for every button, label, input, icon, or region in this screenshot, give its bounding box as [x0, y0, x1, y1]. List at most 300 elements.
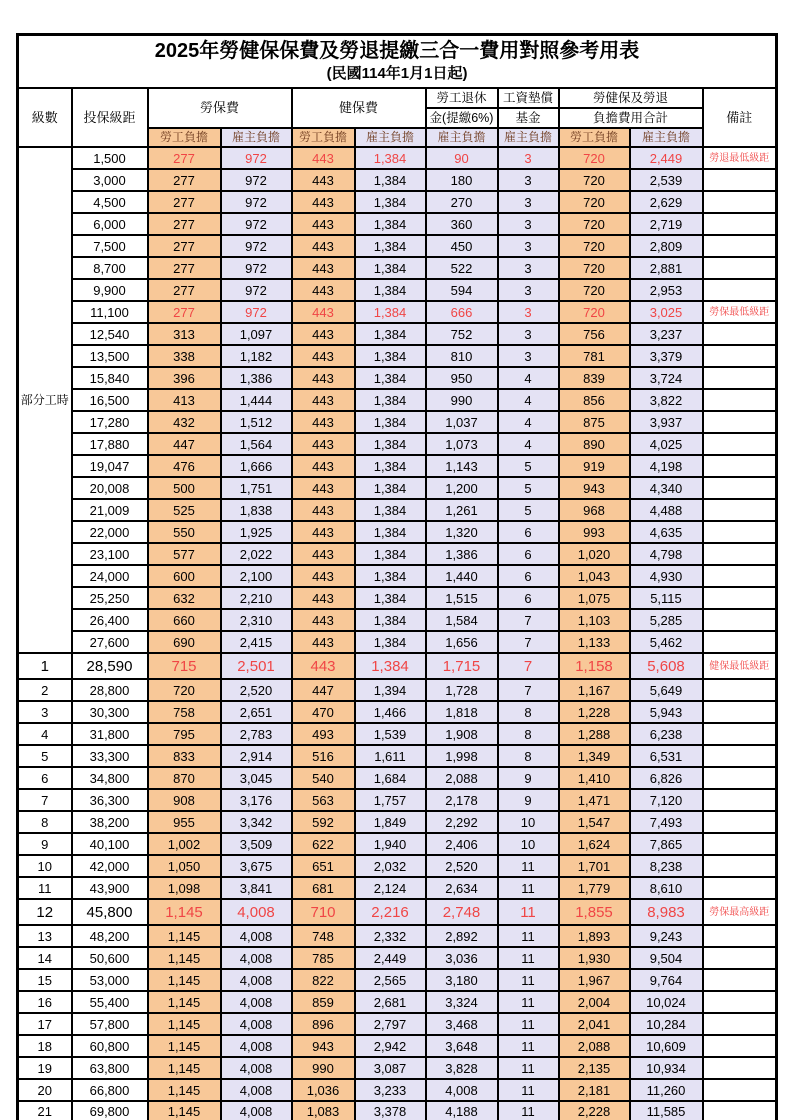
- cell-labor-employee: 277: [148, 235, 221, 257]
- cell-note: [703, 723, 777, 745]
- cell-bracket: 50,600: [72, 947, 148, 969]
- cell-note: [703, 1035, 777, 1057]
- cell-wage-fund-employer: 8: [498, 701, 559, 723]
- cell-labor-employer: 1,444: [221, 389, 292, 411]
- cell-pension-employer: 1,584: [426, 609, 498, 631]
- cell-level: 19: [18, 1057, 72, 1079]
- cell-total-employer: 2,719: [630, 213, 703, 235]
- table-row: [18, 833, 777, 855]
- cell-total-employee: 720: [559, 301, 630, 323]
- cell-total-employee: 1,624: [559, 833, 630, 855]
- cell-labor-employee: 432: [148, 411, 221, 433]
- cell-wage-fund-employer: 3: [498, 323, 559, 345]
- cell-note: [703, 323, 777, 345]
- table-row: [18, 679, 777, 701]
- cell-labor-employee: 277: [148, 169, 221, 191]
- cell-pension-employer: 1,261: [426, 499, 498, 521]
- cell-health-employer: 1,849: [355, 811, 426, 833]
- col-header-labor-insurance: 勞保費: [148, 88, 292, 128]
- cell-note: 勞保最低級距: [703, 301, 777, 323]
- table-row: [18, 455, 777, 477]
- cell-labor-employer: 1,925: [221, 521, 292, 543]
- cell-wage-fund-employer: 10: [498, 811, 559, 833]
- cell-health-employee: 443: [292, 191, 355, 213]
- table-row: [18, 855, 777, 877]
- cell-total-employer: 5,462: [630, 631, 703, 653]
- cell-bracket: 28,800: [72, 679, 148, 701]
- cell-note: [703, 521, 777, 543]
- cell-wage-fund-employer: 11: [498, 969, 559, 991]
- cell-pension-employer: 4,188: [426, 1101, 498, 1120]
- cell-health-employer: 1,384: [355, 565, 426, 587]
- cell-level: 10: [18, 855, 72, 877]
- cell-labor-employer: 4,008: [221, 1079, 292, 1101]
- cell-health-employer: 2,032: [355, 855, 426, 877]
- col-header-wage-fund-line2: 基金: [498, 108, 559, 128]
- cell-bracket: 27,600: [72, 631, 148, 653]
- cell-labor-employee: 715: [148, 653, 221, 679]
- cell-bracket: 21,009: [72, 499, 148, 521]
- cell-total-employer: 11,260: [630, 1079, 703, 1101]
- cell-health-employee: 443: [292, 147, 355, 169]
- cell-note: [703, 477, 777, 499]
- cell-labor-employee: 908: [148, 789, 221, 811]
- cell-wage-fund-employer: 11: [498, 991, 559, 1013]
- cell-bracket: 4,500: [72, 191, 148, 213]
- cell-total-employee: 1,167: [559, 679, 630, 701]
- cell-total-employee: 856: [559, 389, 630, 411]
- cell-bracket: 22,000: [72, 521, 148, 543]
- cell-total-employer: 9,764: [630, 969, 703, 991]
- cell-wage-fund-employer: 3: [498, 213, 559, 235]
- cell-health-employer: 2,124: [355, 877, 426, 899]
- cell-pension-employer: 2,406: [426, 833, 498, 855]
- cell-note: [703, 969, 777, 991]
- cell-labor-employer: 2,415: [221, 631, 292, 653]
- cell-total-employee: 1,158: [559, 653, 630, 679]
- cell-health-employer: 3,378: [355, 1101, 426, 1120]
- cell-total-employee: 1,103: [559, 609, 630, 631]
- cell-total-employer: 2,881: [630, 257, 703, 279]
- cell-bracket: 8,700: [72, 257, 148, 279]
- cell-wage-fund-employer: 6: [498, 543, 559, 565]
- cell-pension-employer: 270: [426, 191, 498, 213]
- cell-health-employee: 447: [292, 679, 355, 701]
- cell-note: [703, 947, 777, 969]
- cell-labor-employer: 1,751: [221, 477, 292, 499]
- cell-note: [703, 789, 777, 811]
- cell-labor-employee: 1,002: [148, 833, 221, 855]
- cell-wage-fund-employer: 4: [498, 367, 559, 389]
- cell-wage-fund-employer: 4: [498, 411, 559, 433]
- cell-labor-employee: 1,145: [148, 991, 221, 1013]
- cell-health-employee: 710: [292, 899, 355, 925]
- cell-note: [703, 1013, 777, 1035]
- cell-labor-employee: 277: [148, 191, 221, 213]
- cell-pension-employer: 522: [426, 257, 498, 279]
- cell-total-employer: 4,198: [630, 455, 703, 477]
- cell-level: 6: [18, 767, 72, 789]
- table-row: [18, 947, 777, 969]
- cell-total-employer: 10,284: [630, 1013, 703, 1035]
- cell-total-employee: 968: [559, 499, 630, 521]
- cell-pension-employer: 666: [426, 301, 498, 323]
- table-row: [18, 1079, 777, 1101]
- table-row: [18, 279, 777, 301]
- cell-pension-employer: 360: [426, 213, 498, 235]
- cell-total-employer: 3,379: [630, 345, 703, 367]
- cell-health-employee: 943: [292, 1035, 355, 1057]
- cell-labor-employer: 2,100: [221, 565, 292, 587]
- cell-total-employer: 7,865: [630, 833, 703, 855]
- cell-health-employer: 1,684: [355, 767, 426, 789]
- cell-total-employer: 11,585: [630, 1101, 703, 1120]
- cell-labor-employee: 632: [148, 587, 221, 609]
- cell-pension-employer: 1,143: [426, 455, 498, 477]
- cell-total-employee: 1,779: [559, 877, 630, 899]
- subheader-total-employee: 勞工負擔: [559, 128, 630, 147]
- table-row: [18, 169, 777, 191]
- cell-pension-employer: 1,728: [426, 679, 498, 701]
- cell-note: [703, 455, 777, 477]
- cell-health-employee: 443: [292, 301, 355, 323]
- cell-note: [703, 411, 777, 433]
- cell-labor-employee: 1,145: [148, 1035, 221, 1057]
- cell-bracket: 69,800: [72, 1101, 148, 1120]
- table-row: [18, 701, 777, 723]
- cell-labor-employee: 277: [148, 147, 221, 169]
- cell-total-employer: 8,238: [630, 855, 703, 877]
- table-row: [18, 191, 777, 213]
- cell-pension-employer: 3,468: [426, 1013, 498, 1035]
- table-row: [18, 345, 777, 367]
- cell-bracket: 20,008: [72, 477, 148, 499]
- cell-health-employer: 3,087: [355, 1057, 426, 1079]
- cell-wage-fund-employer: 11: [498, 925, 559, 947]
- cell-total-employer: 7,493: [630, 811, 703, 833]
- cell-bracket: 3,000: [72, 169, 148, 191]
- cell-note: [703, 543, 777, 565]
- cell-pension-employer: 2,892: [426, 925, 498, 947]
- cell-note: [703, 499, 777, 521]
- cell-total-employer: 2,449: [630, 147, 703, 169]
- cell-labor-employer: 4,008: [221, 969, 292, 991]
- cell-pension-employer: 180: [426, 169, 498, 191]
- cell-note: [703, 345, 777, 367]
- col-header-total-line1: 勞健保及勞退: [559, 88, 703, 108]
- cell-health-employee: 443: [292, 609, 355, 631]
- cell-health-employee: 443: [292, 367, 355, 389]
- table-row: [18, 609, 777, 631]
- cell-health-employer: 1,384: [355, 543, 426, 565]
- cell-labor-employee: 277: [148, 213, 221, 235]
- cell-labor-employer: 3,045: [221, 767, 292, 789]
- cell-note: [703, 587, 777, 609]
- table-row: [18, 723, 777, 745]
- cell-wage-fund-employer: 5: [498, 477, 559, 499]
- table-row: [18, 1013, 777, 1035]
- cell-total-employer: 10,609: [630, 1035, 703, 1057]
- cell-note: [703, 877, 777, 899]
- cell-bracket: 26,400: [72, 609, 148, 631]
- cell-health-employer: 1,384: [355, 521, 426, 543]
- cell-total-employee: 781: [559, 345, 630, 367]
- cell-labor-employee: 1,145: [148, 1057, 221, 1079]
- cell-note: [703, 279, 777, 301]
- table-row: [18, 477, 777, 499]
- cell-level: 8: [18, 811, 72, 833]
- cell-bracket: 43,900: [72, 877, 148, 899]
- cell-health-employer: 1,384: [355, 279, 426, 301]
- cell-labor-employee: 525: [148, 499, 221, 521]
- cell-labor-employee: 413: [148, 389, 221, 411]
- table-row: [18, 257, 777, 279]
- cell-note: [703, 833, 777, 855]
- cell-pension-employer: 3,648: [426, 1035, 498, 1057]
- cell-note: [703, 213, 777, 235]
- cell-labor-employer: 972: [221, 257, 292, 279]
- cell-labor-employee: 690: [148, 631, 221, 653]
- cell-labor-employee: 720: [148, 679, 221, 701]
- cell-bracket: 1,500: [72, 147, 148, 169]
- cell-level: 13: [18, 925, 72, 947]
- table-row: [18, 767, 777, 789]
- cell-labor-employee: 660: [148, 609, 221, 631]
- cell-health-employer: 1,384: [355, 587, 426, 609]
- col-header-wage-fund-line1: 工資墊償: [498, 88, 559, 108]
- cell-total-employee: 2,088: [559, 1035, 630, 1057]
- cell-total-employer: 3,937: [630, 411, 703, 433]
- table-row: [18, 301, 777, 323]
- cell-pension-employer: 1,715: [426, 653, 498, 679]
- table-row: [18, 411, 777, 433]
- cell-total-employer: 4,025: [630, 433, 703, 455]
- cell-wage-fund-employer: 9: [498, 767, 559, 789]
- cell-bracket: 11,100: [72, 301, 148, 323]
- cell-labor-employer: 3,176: [221, 789, 292, 811]
- cell-level: 15: [18, 969, 72, 991]
- cell-total-employer: 3,822: [630, 389, 703, 411]
- cell-health-employee: 651: [292, 855, 355, 877]
- cell-wage-fund-employer: 3: [498, 257, 559, 279]
- cell-level: 5: [18, 745, 72, 767]
- cell-health-employer: 1,611: [355, 745, 426, 767]
- cell-health-employer: 1,384: [355, 301, 426, 323]
- cell-labor-employee: 277: [148, 301, 221, 323]
- cell-pension-employer: 1,386: [426, 543, 498, 565]
- cell-wage-fund-employer: 11: [498, 1013, 559, 1035]
- cell-wage-fund-employer: 3: [498, 345, 559, 367]
- cell-level: 4: [18, 723, 72, 745]
- cell-health-employer: 2,216: [355, 899, 426, 925]
- cell-wage-fund-employer: 7: [498, 653, 559, 679]
- cell-health-employee: 443: [292, 345, 355, 367]
- cell-total-employee: 1,701: [559, 855, 630, 877]
- cell-total-employer: 4,635: [630, 521, 703, 543]
- cell-pension-employer: 1,998: [426, 745, 498, 767]
- cell-health-employer: 1,384: [355, 477, 426, 499]
- cell-labor-employee: 795: [148, 723, 221, 745]
- cell-health-employee: 443: [292, 543, 355, 565]
- cell-bracket: 57,800: [72, 1013, 148, 1035]
- cell-note: [703, 767, 777, 789]
- table-row: [18, 499, 777, 521]
- cell-health-employer: 2,797: [355, 1013, 426, 1035]
- cell-health-employer: 1,384: [355, 169, 426, 191]
- cell-health-employer: 2,565: [355, 969, 426, 991]
- col-header-total-line2: 負擔費用合計: [559, 108, 703, 128]
- cell-bracket: 30,300: [72, 701, 148, 723]
- cell-total-employer: 3,237: [630, 323, 703, 345]
- cell-wage-fund-employer: 7: [498, 631, 559, 653]
- cell-bracket: 60,800: [72, 1035, 148, 1057]
- subheader-health-employee: 勞工負擔: [292, 128, 355, 147]
- cell-level: 18: [18, 1035, 72, 1057]
- cell-labor-employer: 3,342: [221, 811, 292, 833]
- cell-labor-employer: 4,008: [221, 1013, 292, 1035]
- cell-note: [703, 433, 777, 455]
- cell-total-employee: 720: [559, 279, 630, 301]
- cell-labor-employee: 870: [148, 767, 221, 789]
- cell-bracket: 28,590: [72, 653, 148, 679]
- cell-pension-employer: 3,828: [426, 1057, 498, 1079]
- table-row: [18, 521, 777, 543]
- cell-level: 11: [18, 877, 72, 899]
- cell-labor-employer: 1,386: [221, 367, 292, 389]
- subheader-labor-employee: 勞工負擔: [148, 128, 221, 147]
- cell-bracket: 16,500: [72, 389, 148, 411]
- cell-health-employee: 443: [292, 587, 355, 609]
- cell-health-employee: 443: [292, 521, 355, 543]
- cell-labor-employer: 4,008: [221, 947, 292, 969]
- cell-labor-employee: 1,145: [148, 1079, 221, 1101]
- cell-health-employee: 785: [292, 947, 355, 969]
- cell-total-employer: 5,115: [630, 587, 703, 609]
- cell-labor-employer: 972: [221, 169, 292, 191]
- cell-health-employee: 443: [292, 323, 355, 345]
- cell-pension-employer: 1,073: [426, 433, 498, 455]
- table-row: [18, 811, 777, 833]
- cell-labor-employee: 277: [148, 279, 221, 301]
- cell-health-employee: 443: [292, 455, 355, 477]
- cell-total-employer: 8,610: [630, 877, 703, 899]
- cell-health-employer: 1,384: [355, 367, 426, 389]
- cell-labor-employer: 2,914: [221, 745, 292, 767]
- cell-health-employee: 443: [292, 477, 355, 499]
- cell-total-employer: 10,024: [630, 991, 703, 1013]
- cell-pension-employer: 1,656: [426, 631, 498, 653]
- cell-pension-employer: 4,008: [426, 1079, 498, 1101]
- cell-pension-employer: 2,178: [426, 789, 498, 811]
- cell-labor-employer: 1,666: [221, 455, 292, 477]
- cell-total-employee: 943: [559, 477, 630, 499]
- cell-wage-fund-employer: 11: [498, 899, 559, 925]
- premium-reference-table: [16, 33, 778, 1120]
- cell-labor-employer: 4,008: [221, 925, 292, 947]
- header-row-1: [18, 88, 777, 108]
- cell-bracket: 7,500: [72, 235, 148, 257]
- cell-labor-employer: 3,675: [221, 855, 292, 877]
- cell-health-employer: 1,466: [355, 701, 426, 723]
- cell-total-employee: 993: [559, 521, 630, 543]
- cell-pension-employer: 2,520: [426, 855, 498, 877]
- cell-total-employee: 1,855: [559, 899, 630, 925]
- cell-wage-fund-employer: 3: [498, 301, 559, 323]
- cell-pension-employer: 450: [426, 235, 498, 257]
- part-time-group-cell: 部分工時: [18, 147, 72, 653]
- cell-labor-employee: 1,050: [148, 855, 221, 877]
- cell-total-employer: 10,934: [630, 1057, 703, 1079]
- cell-labor-employer: 972: [221, 301, 292, 323]
- cell-wage-fund-employer: 11: [498, 1101, 559, 1120]
- title-row: [18, 35, 777, 89]
- table-row: [18, 925, 777, 947]
- cell-health-employee: 443: [292, 631, 355, 653]
- cell-note: [703, 925, 777, 947]
- cell-labor-employer: 972: [221, 213, 292, 235]
- cell-labor-employer: 2,210: [221, 587, 292, 609]
- cell-health-employee: 443: [292, 279, 355, 301]
- cell-labor-employee: 277: [148, 257, 221, 279]
- cell-labor-employee: 1,145: [148, 1013, 221, 1035]
- cell-wage-fund-employer: 3: [498, 235, 559, 257]
- cell-pension-employer: 3,036: [426, 947, 498, 969]
- cell-pension-employer: 1,908: [426, 723, 498, 745]
- cell-health-employee: 859: [292, 991, 355, 1013]
- cell-health-employee: 443: [292, 433, 355, 455]
- cell-health-employer: 1,384: [355, 653, 426, 679]
- cell-pension-employer: 594: [426, 279, 498, 301]
- cell-labor-employer: 4,008: [221, 1035, 292, 1057]
- cell-health-employee: 748: [292, 925, 355, 947]
- table-row: [18, 631, 777, 653]
- table-row: [18, 991, 777, 1013]
- cell-labor-employer: 4,008: [221, 899, 292, 925]
- cell-total-employer: 9,504: [630, 947, 703, 969]
- cell-health-employee: 443: [292, 499, 355, 521]
- cell-note: [703, 745, 777, 767]
- cell-total-employee: 1,288: [559, 723, 630, 745]
- table-row: [18, 235, 777, 257]
- cell-health-employee: 443: [292, 389, 355, 411]
- cell-labor-employee: 500: [148, 477, 221, 499]
- cell-total-employee: 1,471: [559, 789, 630, 811]
- cell-level: 1: [18, 653, 72, 679]
- cell-health-employer: 2,332: [355, 925, 426, 947]
- table-row: [18, 543, 777, 565]
- cell-labor-employee: 600: [148, 565, 221, 587]
- cell-total-employer: 5,943: [630, 701, 703, 723]
- cell-total-employee: 2,041: [559, 1013, 630, 1035]
- cell-total-employer: 4,798: [630, 543, 703, 565]
- cell-labor-employee: 758: [148, 701, 221, 723]
- cell-wage-fund-employer: 6: [498, 565, 559, 587]
- cell-pension-employer: 90: [426, 147, 498, 169]
- cell-health-employer: 1,394: [355, 679, 426, 701]
- cell-bracket: 40,100: [72, 833, 148, 855]
- cell-bracket: 19,047: [72, 455, 148, 477]
- cell-total-employee: 919: [559, 455, 630, 477]
- cell-health-employee: 443: [292, 653, 355, 679]
- cell-bracket: 23,100: [72, 543, 148, 565]
- table-row: [18, 1101, 777, 1120]
- table-row: [18, 565, 777, 587]
- subheader-wage-fund-employer: 雇主負擔: [498, 128, 559, 147]
- cell-total-employer: 8,983: [630, 899, 703, 925]
- cell-note: [703, 1101, 777, 1120]
- cell-labor-employee: 1,145: [148, 947, 221, 969]
- cell-bracket: 53,000: [72, 969, 148, 991]
